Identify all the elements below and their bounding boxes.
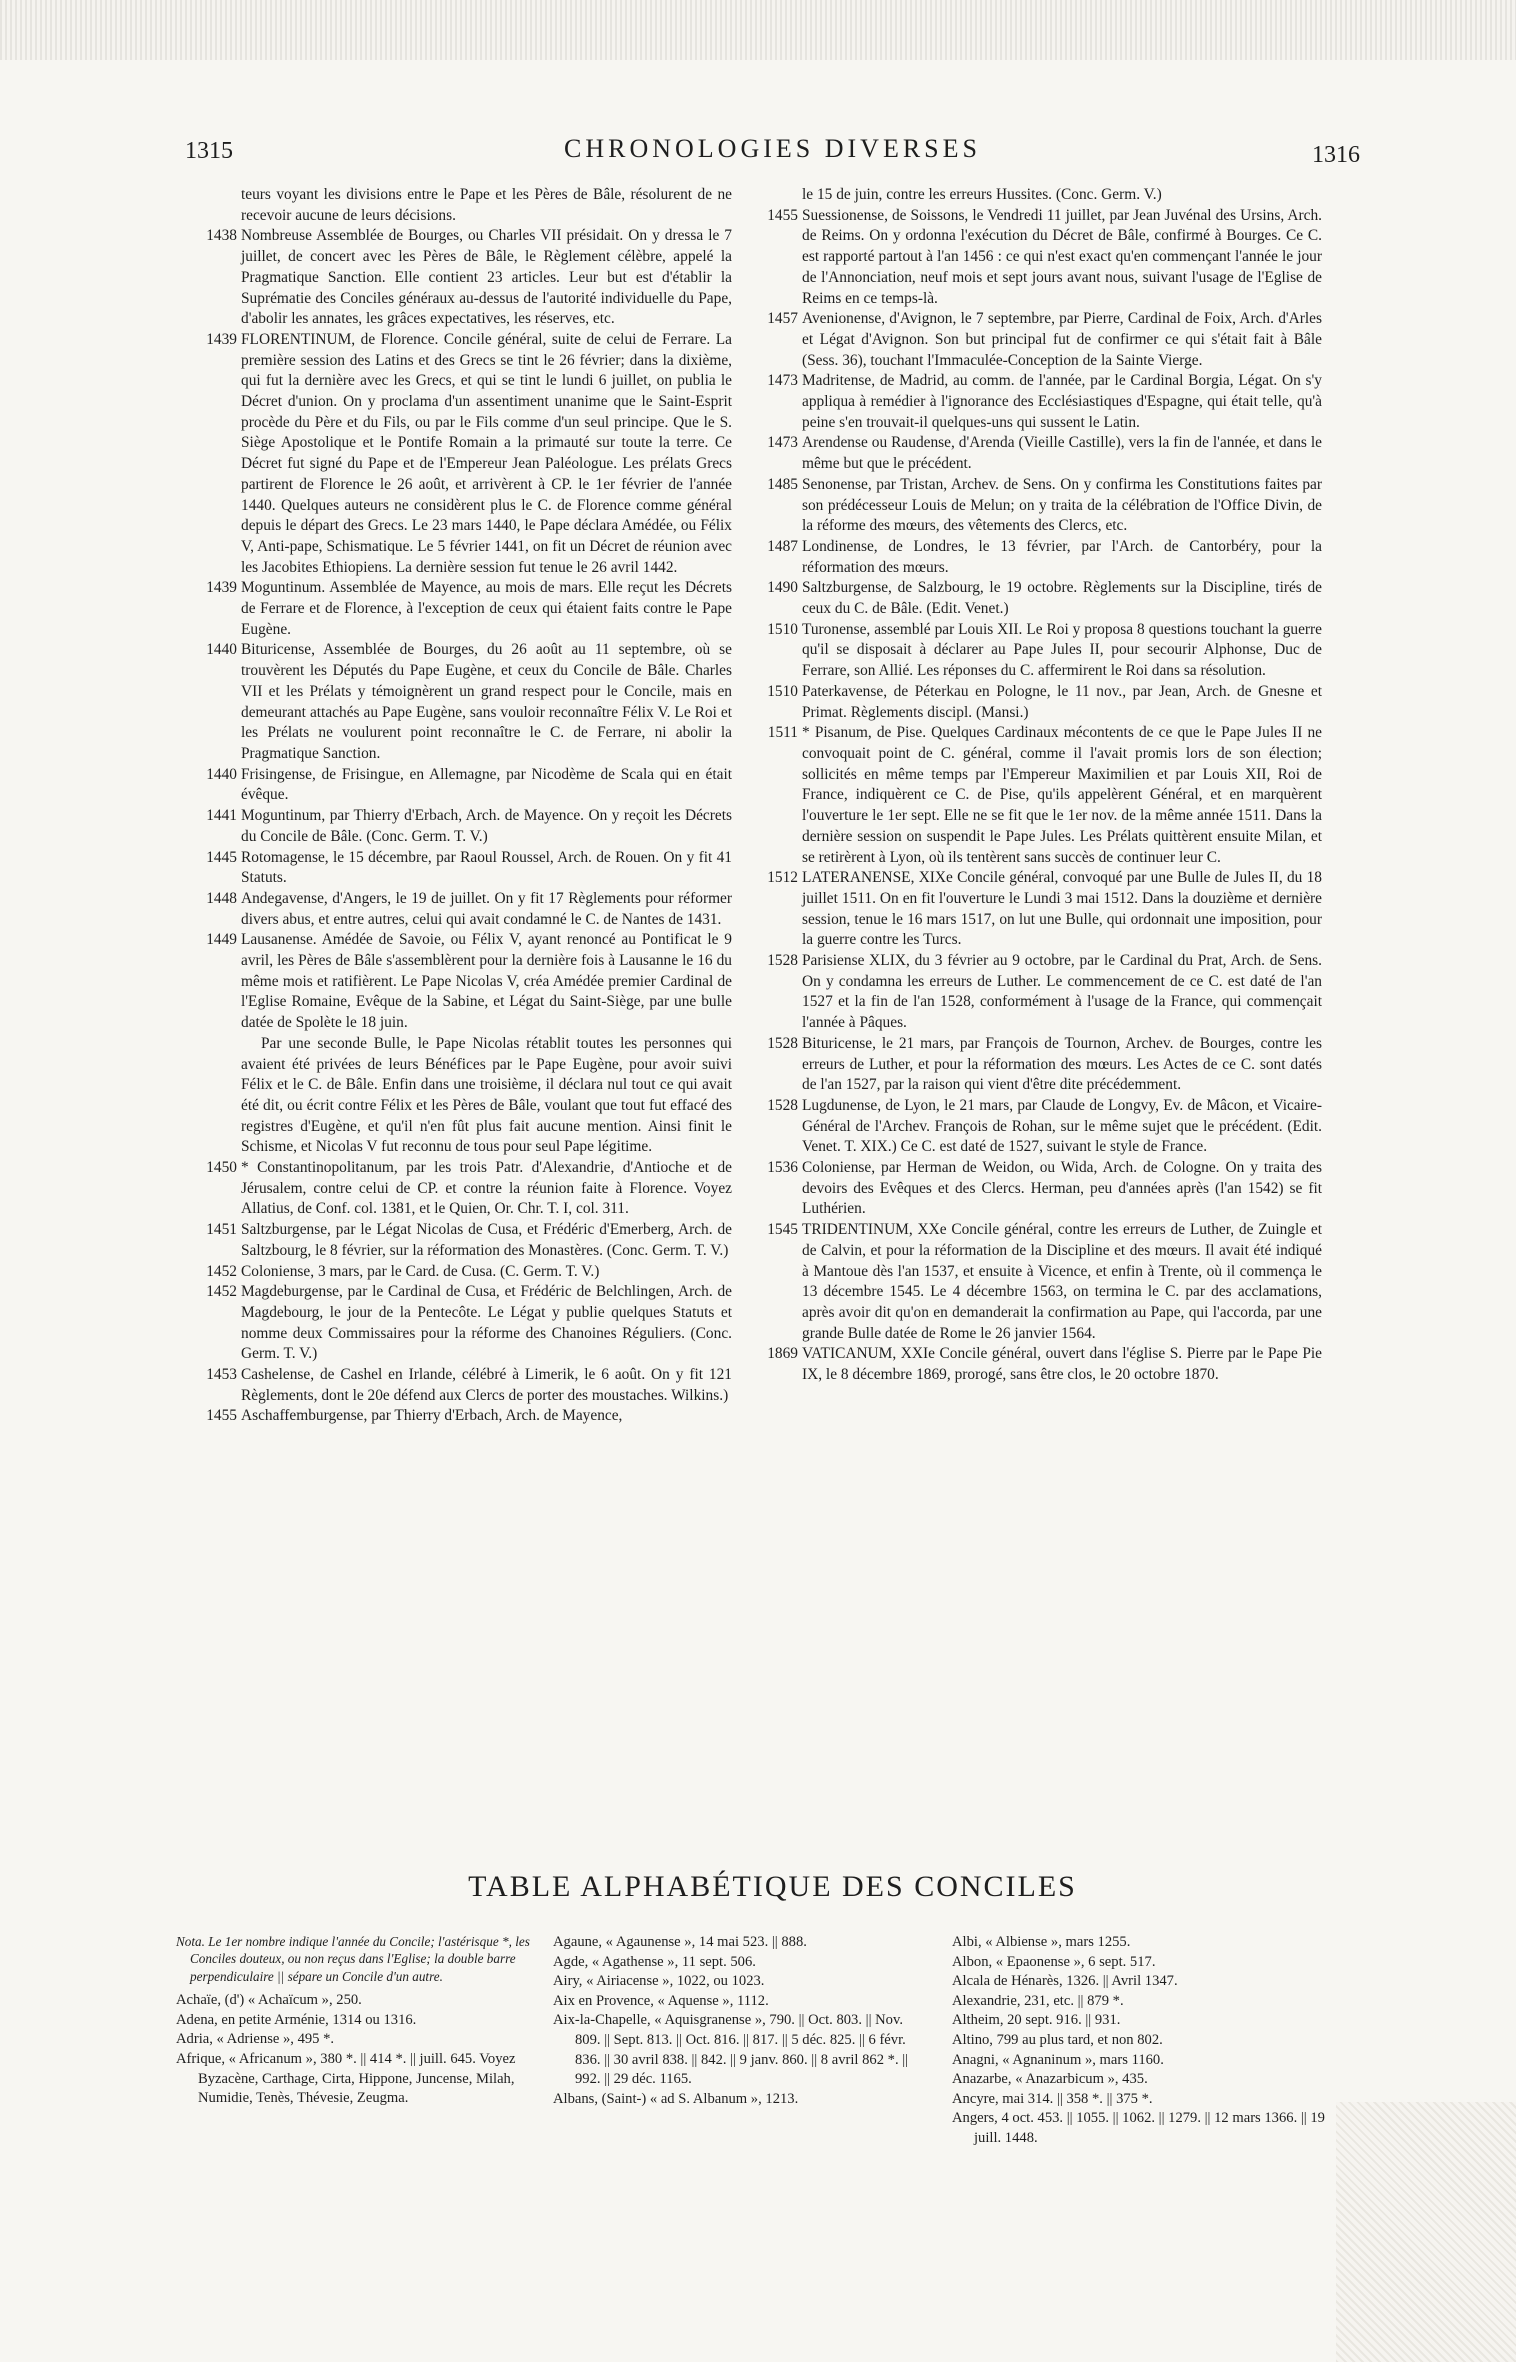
entry-year: 1490 bbox=[767, 579, 798, 597]
chronology-entry bbox=[758, 206, 1322, 310]
chronology-entry bbox=[758, 1034, 1322, 1096]
page-number-left: 1315 bbox=[185, 138, 233, 164]
entry-text: Coloniense, par Herman de Weidon, ou Wida, Arch. de Cologne. On y traita des devoirs des Evêques et des Clercs. Herman, peu d'années après (l'an 1542) se fit Luthérien. bbox=[802, 1159, 1322, 1218]
chronology-entry bbox=[197, 1406, 732, 1427]
index-entry: Agaune, « Agaunense », 14 mai 523. || 888. bbox=[553, 1934, 807, 1950]
entry-year: 1869 bbox=[767, 1345, 798, 1363]
entry-text: Lausanense. Amédée de Savoie, ou Félix V, ayant renoncé au Pontificat le 9 avril, les Pères de Bâle s'assemblèrent pour la dernière fois à Lausanne le 16 du même mois et ratifièrent. Le Pape Nicolas V, créa Amédée premier Cardinal de l'Eglise Romaine, Evêque de la Sabine, et Légat du Saint-Siège, par une bulle datée de Spolète le 18 juin. bbox=[241, 931, 732, 1032]
entry-year: 1536 bbox=[767, 1159, 798, 1177]
index-entry: Airy, « Airiacense », 1022, ou 1023. bbox=[553, 1973, 765, 1990]
entry-year: 1528 bbox=[767, 1096, 798, 1114]
right-chronology-column bbox=[758, 185, 1322, 1386]
chronology-entry bbox=[197, 1365, 732, 1406]
entry-text: VATICANUM, XXIe Concile général, ouvert dans l'église S. Pierre par le Pape Pie IX, le 8 décembre 1869, prorogé, sans être clos, le 20 octobre 1870. bbox=[802, 1345, 1322, 1384]
page-number-right: 1316 bbox=[1312, 142, 1360, 168]
index-entry: Aix en Provence, « Aquense », 1112. bbox=[553, 1992, 769, 2009]
chronology-entry bbox=[197, 330, 732, 578]
index-entry: Albi, « Albiense », mars 1255. bbox=[952, 1934, 1131, 1950]
entry-year: 1487 bbox=[767, 537, 798, 555]
entry-year: 1528 bbox=[767, 1034, 798, 1052]
index-entry: Albon, « Epaonense », 6 sept. 517. bbox=[952, 1953, 1156, 1970]
index-column-3 bbox=[952, 1933, 1332, 2149]
chronology-entry bbox=[197, 765, 732, 806]
table-title: TABLE ALPHABÉTIQUE DES CONCILES bbox=[468, 1870, 1077, 1903]
entry-year: 1449 bbox=[206, 931, 237, 949]
entry-year: 1510 bbox=[767, 682, 798, 700]
chronology-entry bbox=[758, 1220, 1322, 1344]
entry-year: 1438 bbox=[206, 227, 237, 245]
index-entry: Aix-la-Chapelle, « Aquisgranense », 790. || Oct. 803. || Nov. 809. || Sept. 813. || Oct. 816. || 817. || 5 déc. 825. || 6 févr. 836. || 30 avril 838. || 842. || 9 janv. 860. || 8 avril 862 *. || 992. || 29 déc. 1165. bbox=[553, 2012, 909, 2088]
entry-text: Nombreuse Assemblée de Bourges, ou Charles VII présidait. On y dressa le 7 juillet, de concert avec les Pères de Bâle, le Règlement célèbre, appelé la Pragmatique Sanction. Elle contient 23 articles. Leur but est d'établir la Suprématie des Conciles généraux au-dessus de l'autorité individuelle du Pape, d'abolir les annates, les grâces expectatives, les réserves, etc. bbox=[241, 227, 732, 328]
index-column-2 bbox=[553, 1933, 913, 2109]
chronology-entry bbox=[197, 185, 732, 226]
entry-text: Coloniense, 3 mars, par le Card. de Cusa. (C. Germ. T. V.) bbox=[241, 1262, 600, 1280]
entry-year: 1545 bbox=[767, 1221, 798, 1239]
entry-year: 1512 bbox=[767, 869, 798, 887]
chronology-entry bbox=[758, 951, 1322, 1034]
entry-text: Rotomagense, le 15 décembre, par Raoul Roussel, Arch. de Rouen. On y fit 41 Statuts. bbox=[241, 848, 732, 887]
chronology-entry bbox=[758, 620, 1322, 682]
index-column-1 bbox=[176, 1933, 546, 2109]
running-title: CHRONOLOGIES DIVERSES bbox=[564, 134, 981, 163]
index-nota: Nota. Le 1er nombre indique l'année du Concile; l'astérisque *, les Conciles douteux, ou non reçus dans l'Eglise; la double barre perpendiculaire || sépare un Concile d'un autre. bbox=[176, 1934, 530, 1984]
entry-year: 1473 bbox=[767, 372, 798, 390]
chronology-entry bbox=[197, 930, 732, 1034]
entry-year: 1455 bbox=[206, 1407, 237, 1425]
entry-text: Andegavense, d'Angers, le 19 de juillet. On y fit 17 Règlements pour réformer divers abus, et entre autres, celui qui avait condamné le C. de Nantes de 1431. bbox=[241, 889, 732, 928]
entry-text: Turonense, assemblé par Louis XII. Le Roi y proposa 8 questions touchant la guerre qu'il se disposait à déclarer au Pape Jules II, pour secourir Alphonse, Duc de Ferrare, son Allié. Les réponses du C. affermirent le Roi dans sa résolution. bbox=[802, 620, 1322, 680]
entry-text: Lugdunense, de Lyon, le 21 mars, par Claude de Longvy, Ev. de Mâcon, et Vicaire-Général de l'Archev. François de Rohan, sur le même sujet que le précédent. (Edit. Venet. T. XIX.) Ce C. est daté de 1527, suivant le style de France. bbox=[802, 1096, 1322, 1156]
entry-year: 1440 bbox=[206, 765, 237, 783]
chronology-entry bbox=[758, 723, 1322, 868]
chronology-entry bbox=[758, 578, 1322, 619]
chronology-entry bbox=[197, 1034, 732, 1158]
left-chronology-column bbox=[197, 185, 732, 1427]
chronology-entry bbox=[758, 371, 1322, 433]
index-entry: Alcala de Hénarès, 1326. || Avril 1347. bbox=[952, 1973, 1178, 1990]
chronology-entry bbox=[758, 1096, 1322, 1158]
entry-text: LATERANENSE, XIXe Concile général, convoqué par une Bulle de Jules II, du 18 juillet 1511. On en fit l'ouverture le Lundi 3 mai 1512. Dans la douzième et dernière session, tenue le 16 mars 1517, on lut une Bulle, qui ordonnait une imposition, pour la guerre contre les Turcs. bbox=[802, 869, 1322, 949]
index-entry: Angers, 4 oct. 453. || 1055. || 1062. || 1279. || 12 mars 1366. || 19 juill. 1448. bbox=[952, 2110, 1325, 2146]
entry-text: Moguntinum. Assemblée de Mayence, au mois de mars. Elle reçut les Décrets de Ferrare et de Florence, à l'exception de ceux qui étaient faits contre le Pape Eugène. bbox=[241, 579, 732, 638]
entry-text: Saltzburgense, par le Légat Nicolas de Cusa, et Frédéric d'Emerberg, Arch. de Saltzbourg, le 8 février, sur la réformation des Monastères. (Conc. Germ. T. V.) bbox=[241, 1221, 732, 1259]
entry-text: Paterkavense, de Péterkau en Pologne, le 11 nov., par Jean, Arch. de Gnesne et Primat. Règlements discipl. (Mansi.) bbox=[802, 682, 1322, 721]
entry-year: 1457 bbox=[767, 310, 798, 328]
index-entry: Albans, (Saint-) « ad S. Albanum », 1213. bbox=[553, 2090, 799, 2107]
entry-text: le 15 de juin, contre les erreurs Hussites. (Conc. Germ. V.) bbox=[802, 186, 1162, 203]
entry-text: Senonense, par Tristan, Archev. de Sens. On y confirma les Constitutions faites par son prédécesseur Louis de Melun; on y traita de la célébration de l'Office Divin, de la réforme des mœurs, des vêtements des Clercs, etc. bbox=[802, 475, 1322, 535]
entry-year: 1448 bbox=[206, 889, 237, 907]
entry-text: Avenionense, d'Avignon, le 7 septembre, par Pierre, Cardinal de Foix, Arch. d'Arles et Légat d'Avignon. Son but principal fut de confirmer ce qui s'était fait à Bâle (Sess. 36), touchant l'Immaculée-Conception de la Sainte Vierge. bbox=[802, 310, 1322, 369]
entry-year: 1453 bbox=[206, 1366, 237, 1384]
index-entry: Adena, en petite Arménie, 1314 ou 1316. bbox=[176, 2011, 417, 2028]
chronology-entry bbox=[197, 889, 732, 930]
entry-year: 1450 bbox=[206, 1159, 237, 1177]
chronology-entry bbox=[758, 1344, 1322, 1385]
entry-text: FLORENTINUM, de Florence. Concile général, suite de celui de Ferrare. La première session des Latins et des Grecs se tint le 26 février; dans la dixième, qui fut la dernière avec les Grecs, et qui se tint le lundi 6 juillet, on publia le Décret d'union. On y proclama d'un assentiment unanime que le Saint-Esprit procède du Père et du Fils, ou par le Fils comme d'un seul principe. Que le S. Siège Apostolique et le Pontife Romain a la primauté sur toute la terre. Ce Décret fut signé du Pape et de l'Empereur Jean Paléologue. Les prélats Grecs partirent de Florence le 26 août, et arrivèrent à CP. le 1er février de l'année 1440. Quelques auteurs ne considèrent plus le C. de Florence comme général depuis le départ des Grecs. Le 23 mars 1440, le Pape déclara Amédée, ou Félix V, Anti-pape, Schismatique. Le 5 février 1441, on fit un Décret de réunion avec les Jacobites Ethiopiens. La dernière session fut tenue le 26 avril 1442. bbox=[241, 330, 732, 576]
entry-year: 1451 bbox=[206, 1221, 237, 1239]
running-header bbox=[185, 132, 1360, 172]
chronology-entry bbox=[758, 537, 1322, 578]
chronology-entry bbox=[758, 433, 1322, 474]
chronology-entry bbox=[197, 578, 732, 640]
entry-text: Suessionense, de Soissons, le Vendredi 11 juillet, par Jean Juvénal des Ursins, Arch. de Reims. On y ordonna l'exécution du Décret de Bâle, confirmé à Bourges. Ce C. est rapporté partout à l'an 1456 : ce qui n'est exact qu'en commençant l'année le jour de l'Annonciation, neuf mois et sept jours avant nous, suivant l'usage de l'Eglise de Reims en ce temps-là. bbox=[802, 206, 1322, 307]
chronology-entry bbox=[197, 1282, 732, 1365]
index-entry: Agde, « Agathense », 11 sept. 506. bbox=[553, 1953, 756, 1970]
index-entry: Altino, 799 au plus tard, et non 802. bbox=[952, 2031, 1163, 2048]
entry-year: 1440 bbox=[206, 641, 237, 659]
chronology-entry bbox=[197, 1262, 732, 1283]
chronology-entry bbox=[197, 640, 732, 764]
index-entry: Achaïe, (d') « Achaïcum », 250. bbox=[176, 1992, 362, 2009]
entry-text: Moguntinum, par Thierry d'Erbach, Arch. de Mayence. On y reçoit les Décrets du Concile de Bâle. (Conc. Germ. T. V.) bbox=[241, 807, 732, 845]
entry-year: 1511 bbox=[767, 724, 798, 742]
chronology-entry bbox=[197, 848, 732, 889]
entry-text: Aschaffemburgense, par Thierry d'Erbach, Arch. de Mayence, bbox=[241, 1407, 623, 1425]
entry-year: 1455 bbox=[767, 206, 798, 224]
scan-edge-corner bbox=[1336, 2102, 1516, 2362]
entry-text: Par une seconde Bulle, le Pape Nicolas rétablit toutes les personnes qui avaient été privées de leurs Bénéfices par le Pape Eugène, pour avoir suivi Félix et le C. de Bâle. Enfin dans une troisième, il déclara nul tout ce qui avait été dit, ou écrit contre Félix et les Pères de Bâle, voulant que tout fut effacé des registres d'Eugène, et qu'il n'en fût plus fait aucune mention. Ainsi finit le Schisme, et Nicolas V fut reconnu de tous pour seul Pape légitime. bbox=[241, 1034, 732, 1156]
chronology-entry bbox=[197, 1220, 732, 1261]
entry-text: Frisingense, de Frisingue, en Allemagne, par Nicodème de Scala qui en était évêque. bbox=[241, 765, 732, 804]
entry-year: 1473 bbox=[767, 434, 798, 452]
entry-text: Magdeburgense, par le Cardinal de Cusa, et Frédéric de Belchlingen, Arch. de Magdebourg, le jour de la Pentecôte. Le Légat y publie quelques Statuts et nomme deux Commissaires pour la réforme des Chanoines Réguliers. (Conc. Germ. T. V.) bbox=[241, 1283, 732, 1363]
entry-year: 1439 bbox=[206, 579, 237, 597]
entry-year: 1510 bbox=[767, 620, 798, 638]
entry-text: Londinense, de Londres, le 13 février, par l'Arch. de Cantorbéry, pour la réformation des mœurs. bbox=[802, 537, 1322, 576]
chronology-entry bbox=[758, 868, 1322, 951]
entry-text: * Pisanum, de Pise. Quelques Cardinaux mécontents de ce que le Pape Jules II ne convoquait point de C. général, comme il l'avait promis lors de son élection; sollicités en même temps par l'Empereur Maximilien et par Louis XII, Roi de France, indiquèrent ce C. de Pise, qu'ils appelèrent Général, et en marquèrent l'ouverture le 1er sept. Elle ne se fit que le 1er nov. de la même année 1511. Dans la dernière session on suspendit le Pape Jules. Les Prélats quittèrent ensuite Milan, et se retirèrent à Lyon, où ils tentèrent sans succès de continuer leur C. bbox=[802, 724, 1322, 866]
chronology-entry bbox=[758, 309, 1322, 371]
entry-text: TRIDENTINUM, XXe Concile général, contre les erreurs de Luther, de Zuingle et de Calvin, et pour la réformation de la Discipline et des mœurs. Il avait été indiqué à Mantoue dès l'an 1537, et ensuite à Vicence, et enfin à Trente, où il commença le 13 décembre 1545. Le 4 décembre 1563, on termina le C. par des acclamations, après avoir dit qu'on en demanderait la confirmation au Pape, qui l'accorda, par une grande Bulle datée de Rome le 26 janvier 1564. bbox=[802, 1221, 1322, 1342]
chronology-entry bbox=[197, 806, 732, 847]
entry-text: * Constantinopolitanum, par les trois Patr. d'Alexandrie, d'Antioche et de Jérusalem, contre celui de CP. et contre la réunion faite à Florence. Voyez Allatius, de Conf. col. 1381, et le Quien, Or. Chr. T. I, col. 311. bbox=[241, 1159, 732, 1218]
index-entry: Anagni, « Agnaninum », mars 1160. bbox=[952, 2051, 1164, 2068]
index-entry: Ancyre, mai 314. || 358 *. || 375 *. bbox=[952, 2090, 1153, 2107]
entry-text: Bituricense, le 21 mars, par François de Tournon, Archev. de Bourges, contre les erreurs de Luther, et pour la réformation des mœurs. Les Actes de ce C. sont datés de l'an 1527, par la raison qui vient d'être dite précédemment. bbox=[802, 1034, 1322, 1094]
entry-text: Cashelense, de Cashel en Irlande, célébré à Limerik, le 6 août. On y fit 121 Règlements, dont le 20e défend aux Clercs de porter des moustaches. Wilkins.) bbox=[241, 1366, 732, 1404]
entry-year: 1452 bbox=[206, 1283, 237, 1301]
entry-year: 1441 bbox=[206, 807, 237, 825]
entry-text: Madritense, de Madrid, au comm. de l'année, par le Cardinal Borgia, Légat. On s'y appliqua à remédier à l'ignorance des Ecclésiastiques d'Espagne, qui était telle, qu'à peine s'en trouvait-il quelques-uns qui sussent le Latin. bbox=[802, 372, 1322, 431]
index-entry: Afrique, « Africanum », 380 *. || 414 *. || juill. 645. Voyez Byzacène, Carthage, Cirta, Hippone, Juncense, Milah, Numidie, Tenès, Thévesie, Zeugma. bbox=[176, 2051, 516, 2107]
index-entry: Adria, « Adriense », 495 *. bbox=[176, 2031, 335, 2048]
chronology-entry bbox=[197, 1158, 732, 1220]
entry-text: Arendense ou Raudense, d'Arenda (Vieille Castille), vers la fin de l'année, et dans le même but que le précédent. bbox=[802, 434, 1322, 473]
entry-year: 1485 bbox=[767, 475, 798, 493]
chronology-entry bbox=[758, 185, 1322, 206]
entry-year: 1452 bbox=[206, 1262, 237, 1280]
index-entry: Alexandrie, 231, etc. || 879 *. bbox=[952, 1992, 1124, 2009]
chronology-entry bbox=[197, 226, 732, 330]
entry-year: 1439 bbox=[206, 330, 237, 348]
entry-text: Saltzburgense, de Salzbourg, le 19 octobre. Règlements sur la Discipline, tirés de ceux du C. de Bâle. (Edit. Venet.) bbox=[802, 579, 1322, 618]
scan-edge-top bbox=[0, 0, 1516, 60]
entry-text: Bituricense, Assemblée de Bourges, du 26 août au 11 septembre, où se trouvèrent les Députés du Pape Eugène, et ceux du Concile de Bâle. Charles VII et les Prélats y témoignèrent un grand respect pour le Concile, mais en demeurant attachés au Pape Eugène, sans vouloir reconnaître Félix V. Le Roi et les Prélats ne voulurent point reconnaître le C. de Ferrare, ni abolir la Pragmatique Sanction. bbox=[241, 641, 732, 762]
chronology-entry bbox=[758, 475, 1322, 537]
entry-text: Parisiense XLIX, du 3 février au 9 octobre, par le Cardinal du Prat, Arch. de Sens. On y condamna les erreurs de Luther. Le commencement de ce C. est daté de l'an 1527 et la fin de l'an 1528, conformément à l'usage de la France, qui commençait l'année à Pâques. bbox=[802, 952, 1322, 1032]
entry-year: 1445 bbox=[206, 848, 237, 866]
chronology-entry bbox=[758, 1158, 1322, 1220]
index-entry: Anazarbe, « Anazarbicum », 435. bbox=[952, 2071, 1148, 2088]
entry-text: teurs voyant les divisions entre le Pape et les Pères de Bâle, résolurent de ne recevoir aucune de leurs décisions. bbox=[241, 186, 732, 224]
chronology-entry bbox=[758, 682, 1322, 723]
index-entry: Altheim, 20 sept. 916. || 931. bbox=[952, 2012, 1121, 2029]
entry-year: 1528 bbox=[767, 952, 798, 970]
